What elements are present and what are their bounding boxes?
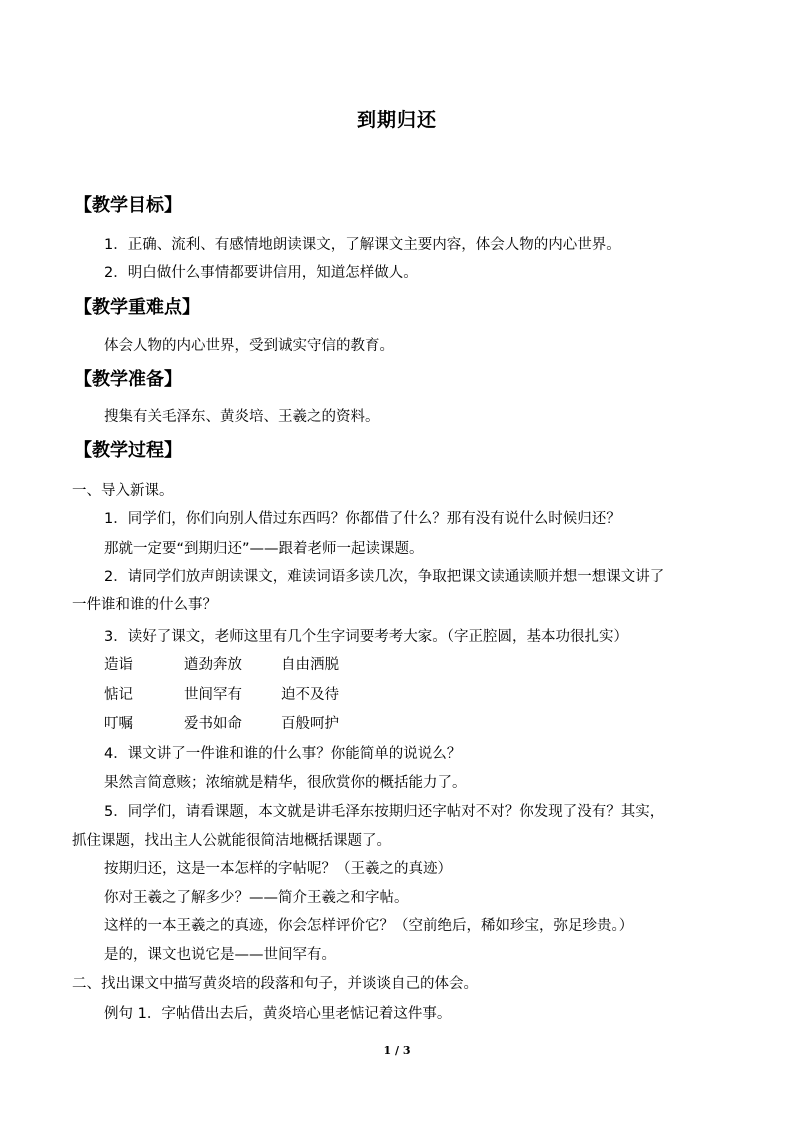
process-line: 一件谁和谁的什么事？ [72, 597, 217, 613]
vocab-word: 自由洒脱 [281, 657, 339, 673]
vocab-word: 百般呵护 [281, 716, 339, 732]
process-line: 2．请同学们放声朗读课文，难读词语多读几次，争取把课文读通读顺并想一想课文讲了 [104, 569, 665, 585]
vocab-word: 世间罕有 [184, 687, 242, 703]
heading-process: 【教学过程】 [74, 440, 182, 461]
process-line: 4．课文讲了一件谁和谁的什么事？你能简单的说说么？ [104, 746, 462, 762]
page-number: 1 / 3 [383, 1044, 411, 1057]
heading-key-points: 【教学重难点】 [74, 297, 200, 318]
vocab-word: 遒劲奔放 [184, 657, 242, 673]
heading-goals: 【教学目标】 [74, 195, 182, 216]
process-line: 1．同学们，你们向别人借过东西吗？你都借了什么？那有没有说什么时候归还？ [104, 511, 621, 527]
heading-preparation: 【教学准备】 [74, 369, 182, 390]
process-line: 那就一定要“到期归还”——跟着老师一起读课题。 [104, 541, 424, 557]
process-line: 按期归还，这是一本怎样的字帖呢？（王羲之的真迹） [104, 861, 452, 877]
process-line: 例句 1．字帖借出去后，黄炎培心里老惦记着这件事。 [104, 1006, 452, 1022]
vocab-word: 叮嘱 [104, 716, 133, 732]
document-title: 到期归还 [356, 109, 437, 131]
key-points-text: 体会人物的内心世界，受到诚实守信的教育。 [104, 338, 394, 354]
goal-1: 1．正确、流利、有感情地朗读课文，了解课文主要内容，体会人物的内心世界。 [104, 237, 621, 253]
process-line: 抓住课题，找出主人公就能很简洁地概括课题了。 [72, 833, 391, 849]
process-line: 3．读好了课文，老师这里有几个生字词要考考大家。（字正腔圆，基本功很扎实） [104, 629, 628, 645]
vocab-word: 造诣 [104, 657, 133, 673]
process-step-second: 二、找出课文中描写黄炎培的段落和句子，并谈谈自己的体会。 [72, 976, 478, 992]
vocab-word: 爱书如命 [184, 716, 242, 732]
process-line: 5．同学们，请看课题，本文就是讲毛泽东按期归还字帖对不对？你发现了没有？其实， [104, 804, 665, 820]
process-line: 你对王羲之了解多少？——简介王羲之和字帖。 [104, 890, 409, 906]
vocab-word: 迫不及待 [281, 687, 339, 703]
preparation-text: 搜集有关毛泽东、黄炎培、王羲之的资料。 [104, 409, 380, 425]
goal-2: 2．明白做什么事情都要讲信用，知道怎样做人。 [104, 265, 418, 281]
process-line: 这样的一本王羲之的真迹，你会怎样评价它？（空前绝后，稀如珍宝，弥足珍贵。） [104, 918, 634, 934]
vocab-word: 惦记 [104, 687, 133, 703]
process-line: 果然言简意赅；浓缩就是精华，很欣赏你的概括能力了。 [104, 775, 467, 791]
process-line: 是的，课文也说它是——世间罕有。 [104, 947, 336, 963]
process-step-intro: 一、导入新课。 [72, 483, 174, 499]
